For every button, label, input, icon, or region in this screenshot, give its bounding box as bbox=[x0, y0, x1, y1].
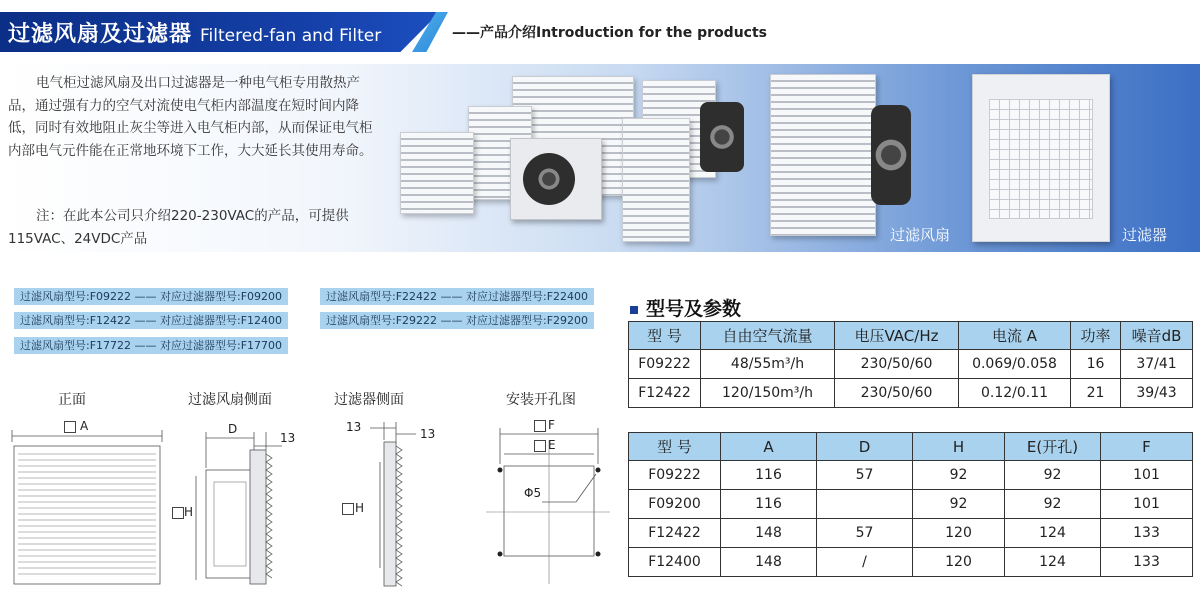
dim-box-a bbox=[64, 421, 76, 433]
dim-cell: 116 bbox=[721, 490, 817, 519]
table-row bbox=[629, 548, 1193, 577]
dim-label-h-fan: H bbox=[184, 505, 194, 519]
intro-heading: ——产品介绍Introduction for the products bbox=[452, 25, 767, 41]
dim-cell: 101 bbox=[1101, 461, 1193, 490]
model-map-item: 过滤风扇型号:F12422 —— 对应过滤器型号:F12400 bbox=[14, 312, 288, 329]
table-row bbox=[629, 490, 1193, 519]
dim-cell: 124 bbox=[1005, 519, 1101, 548]
dim-cell: 124 bbox=[1005, 548, 1101, 577]
spec-cell: 0.069/0.058 bbox=[959, 350, 1071, 379]
spec-section-title-text: 型号及参数 bbox=[646, 298, 742, 320]
spec-cell: F12422 bbox=[629, 379, 701, 408]
table-row bbox=[629, 461, 1193, 490]
dim-cell: 120 bbox=[913, 548, 1005, 577]
dim-cell: F09222 bbox=[629, 461, 721, 490]
dim-box-h-filter bbox=[342, 503, 354, 515]
dim-cell: 57 bbox=[817, 461, 913, 490]
fan-side-drawing bbox=[186, 428, 306, 588]
spec-header-current: 电流 A bbox=[959, 322, 1071, 350]
section-bullet-icon bbox=[630, 306, 638, 314]
filter-mesh bbox=[989, 99, 1093, 219]
intro-paragraph: 电气柜过滤风扇及出口过滤器是一种电气柜专用散热产品，通过强有力的空气对流使电气柜内部温度在短时间内降低，同时有效地阻止灰尘等进入电气柜内部，从而保证电气柜内部电气元件能在正常地环境下工作，大大延长其使用寿命。 bbox=[8, 75, 373, 159]
dim-label-f: F bbox=[548, 418, 555, 432]
model-map-item: 过滤风扇型号:F09222 —— 对应过滤器型号:F09200 bbox=[14, 288, 288, 305]
dim-label-a: A bbox=[80, 419, 89, 433]
dim-cell bbox=[817, 490, 913, 519]
spec-cell: 37/41 bbox=[1121, 350, 1193, 379]
filter-side-view-title: 过滤器侧面 bbox=[334, 392, 404, 408]
dim-label-13-filter-right: 13 bbox=[420, 427, 436, 441]
spec-cell: 16 bbox=[1071, 350, 1121, 379]
spec-cell: 0.12/0.11 bbox=[959, 379, 1071, 408]
dim-cell: 92 bbox=[913, 490, 1005, 519]
dim-cell: 133 bbox=[1101, 519, 1193, 548]
intro-note: 注：在此本公司只介绍220-230VAC的产品，可提供115VAC、24VDC产品 bbox=[8, 208, 349, 247]
dim-label-13-filter-left: 13 bbox=[346, 420, 362, 434]
product-fan-unit bbox=[510, 138, 602, 220]
filtered-fan-image bbox=[770, 74, 876, 236]
page-title-cn: 过滤风扇及过滤器 bbox=[8, 22, 193, 47]
caption-filtered-fan: 过滤风扇 bbox=[890, 226, 951, 244]
dim-cell: 133 bbox=[1101, 548, 1193, 577]
spec-cell: 230/50/60 bbox=[835, 379, 959, 408]
dim-cell: 101 bbox=[1101, 490, 1193, 519]
page-title-en: Filtered-fan and Filter bbox=[200, 26, 382, 46]
fan-blade-icon bbox=[523, 153, 575, 205]
dim-cell: F12400 bbox=[629, 548, 721, 577]
dim-cell: 92 bbox=[1005, 461, 1101, 490]
spec-cell: 39/43 bbox=[1121, 379, 1193, 408]
spec-section-title bbox=[630, 294, 741, 321]
dim-cell: 148 bbox=[721, 548, 817, 577]
dim-cell: 116 bbox=[721, 461, 817, 490]
dim-box-f bbox=[534, 420, 546, 432]
dim-cell: 92 bbox=[913, 461, 1005, 490]
model-map-item: 过滤风扇型号:F29222 —— 对应过滤器型号:F29200 bbox=[320, 312, 594, 329]
dim-box-e bbox=[534, 440, 546, 452]
filtered-fan-motor bbox=[871, 105, 911, 205]
dim-cell: / bbox=[817, 548, 913, 577]
spec-cell: 21 bbox=[1071, 379, 1121, 408]
dim-header-e: E(开孔) bbox=[1005, 433, 1101, 461]
spec-cell: F09222 bbox=[629, 350, 701, 379]
fan-side-view-title: 过滤风扇侧面 bbox=[188, 392, 272, 408]
dim-box-h-fan bbox=[172, 507, 184, 519]
product-fan-motor bbox=[700, 102, 744, 172]
dim-table-header-row bbox=[629, 433, 1193, 461]
dim-cell: F12422 bbox=[629, 519, 721, 548]
dim-label-h-filter: H bbox=[355, 501, 365, 515]
filter-image bbox=[972, 74, 1110, 242]
dim-cell: F09200 bbox=[629, 490, 721, 519]
dim-label-phi5: Φ5 bbox=[524, 486, 542, 500]
dim-header-f: F bbox=[1101, 433, 1193, 461]
table-row bbox=[629, 350, 1193, 379]
front-view-title: 正面 bbox=[58, 392, 86, 408]
dimension-table bbox=[628, 432, 1193, 577]
dim-header-d: D bbox=[817, 433, 913, 461]
spec-table bbox=[628, 321, 1193, 408]
mount-hole-title: 安装开孔图 bbox=[506, 392, 576, 408]
caption-filter: 过滤器 bbox=[1122, 226, 1168, 244]
product-grille-front bbox=[622, 118, 690, 242]
page-title bbox=[8, 17, 381, 48]
dim-cell: 57 bbox=[817, 519, 913, 548]
spec-header-power: 功率 bbox=[1071, 322, 1121, 350]
product-grille-small bbox=[400, 132, 474, 214]
dim-label-13-fan: 13 bbox=[280, 431, 296, 445]
table-row bbox=[629, 379, 1193, 408]
model-map-item: 过滤风扇型号:F22422 —— 对应过滤器型号:F22400 bbox=[320, 288, 594, 305]
dim-label-d: D bbox=[228, 422, 238, 436]
spec-header-noise: 噪音dB bbox=[1121, 322, 1193, 350]
dim-header-a: A bbox=[721, 433, 817, 461]
spec-cell: 120/150m³/h bbox=[701, 379, 835, 408]
spec-cell: 230/50/60 bbox=[835, 350, 959, 379]
front-view-drawing bbox=[8, 416, 166, 586]
spec-table-header-row bbox=[629, 322, 1193, 350]
model-map-item: 过滤风扇型号:F17722 —— 对应过滤器型号:F17700 bbox=[14, 337, 288, 354]
dim-cell: 148 bbox=[721, 519, 817, 548]
dim-header-model: 型 号 bbox=[629, 433, 721, 461]
spec-header-airflow: 自由空气流量 bbox=[701, 322, 835, 350]
spec-header-model: 型 号 bbox=[629, 322, 701, 350]
dim-cell: 120 bbox=[913, 519, 1005, 548]
spec-cell: 48/55m³/h bbox=[701, 350, 835, 379]
dim-label-e: E bbox=[548, 438, 556, 452]
spec-header-voltage: 电压VAC/Hz bbox=[835, 322, 959, 350]
table-row bbox=[629, 519, 1193, 548]
dim-header-h: H bbox=[913, 433, 1005, 461]
dim-cell: 92 bbox=[1005, 490, 1101, 519]
